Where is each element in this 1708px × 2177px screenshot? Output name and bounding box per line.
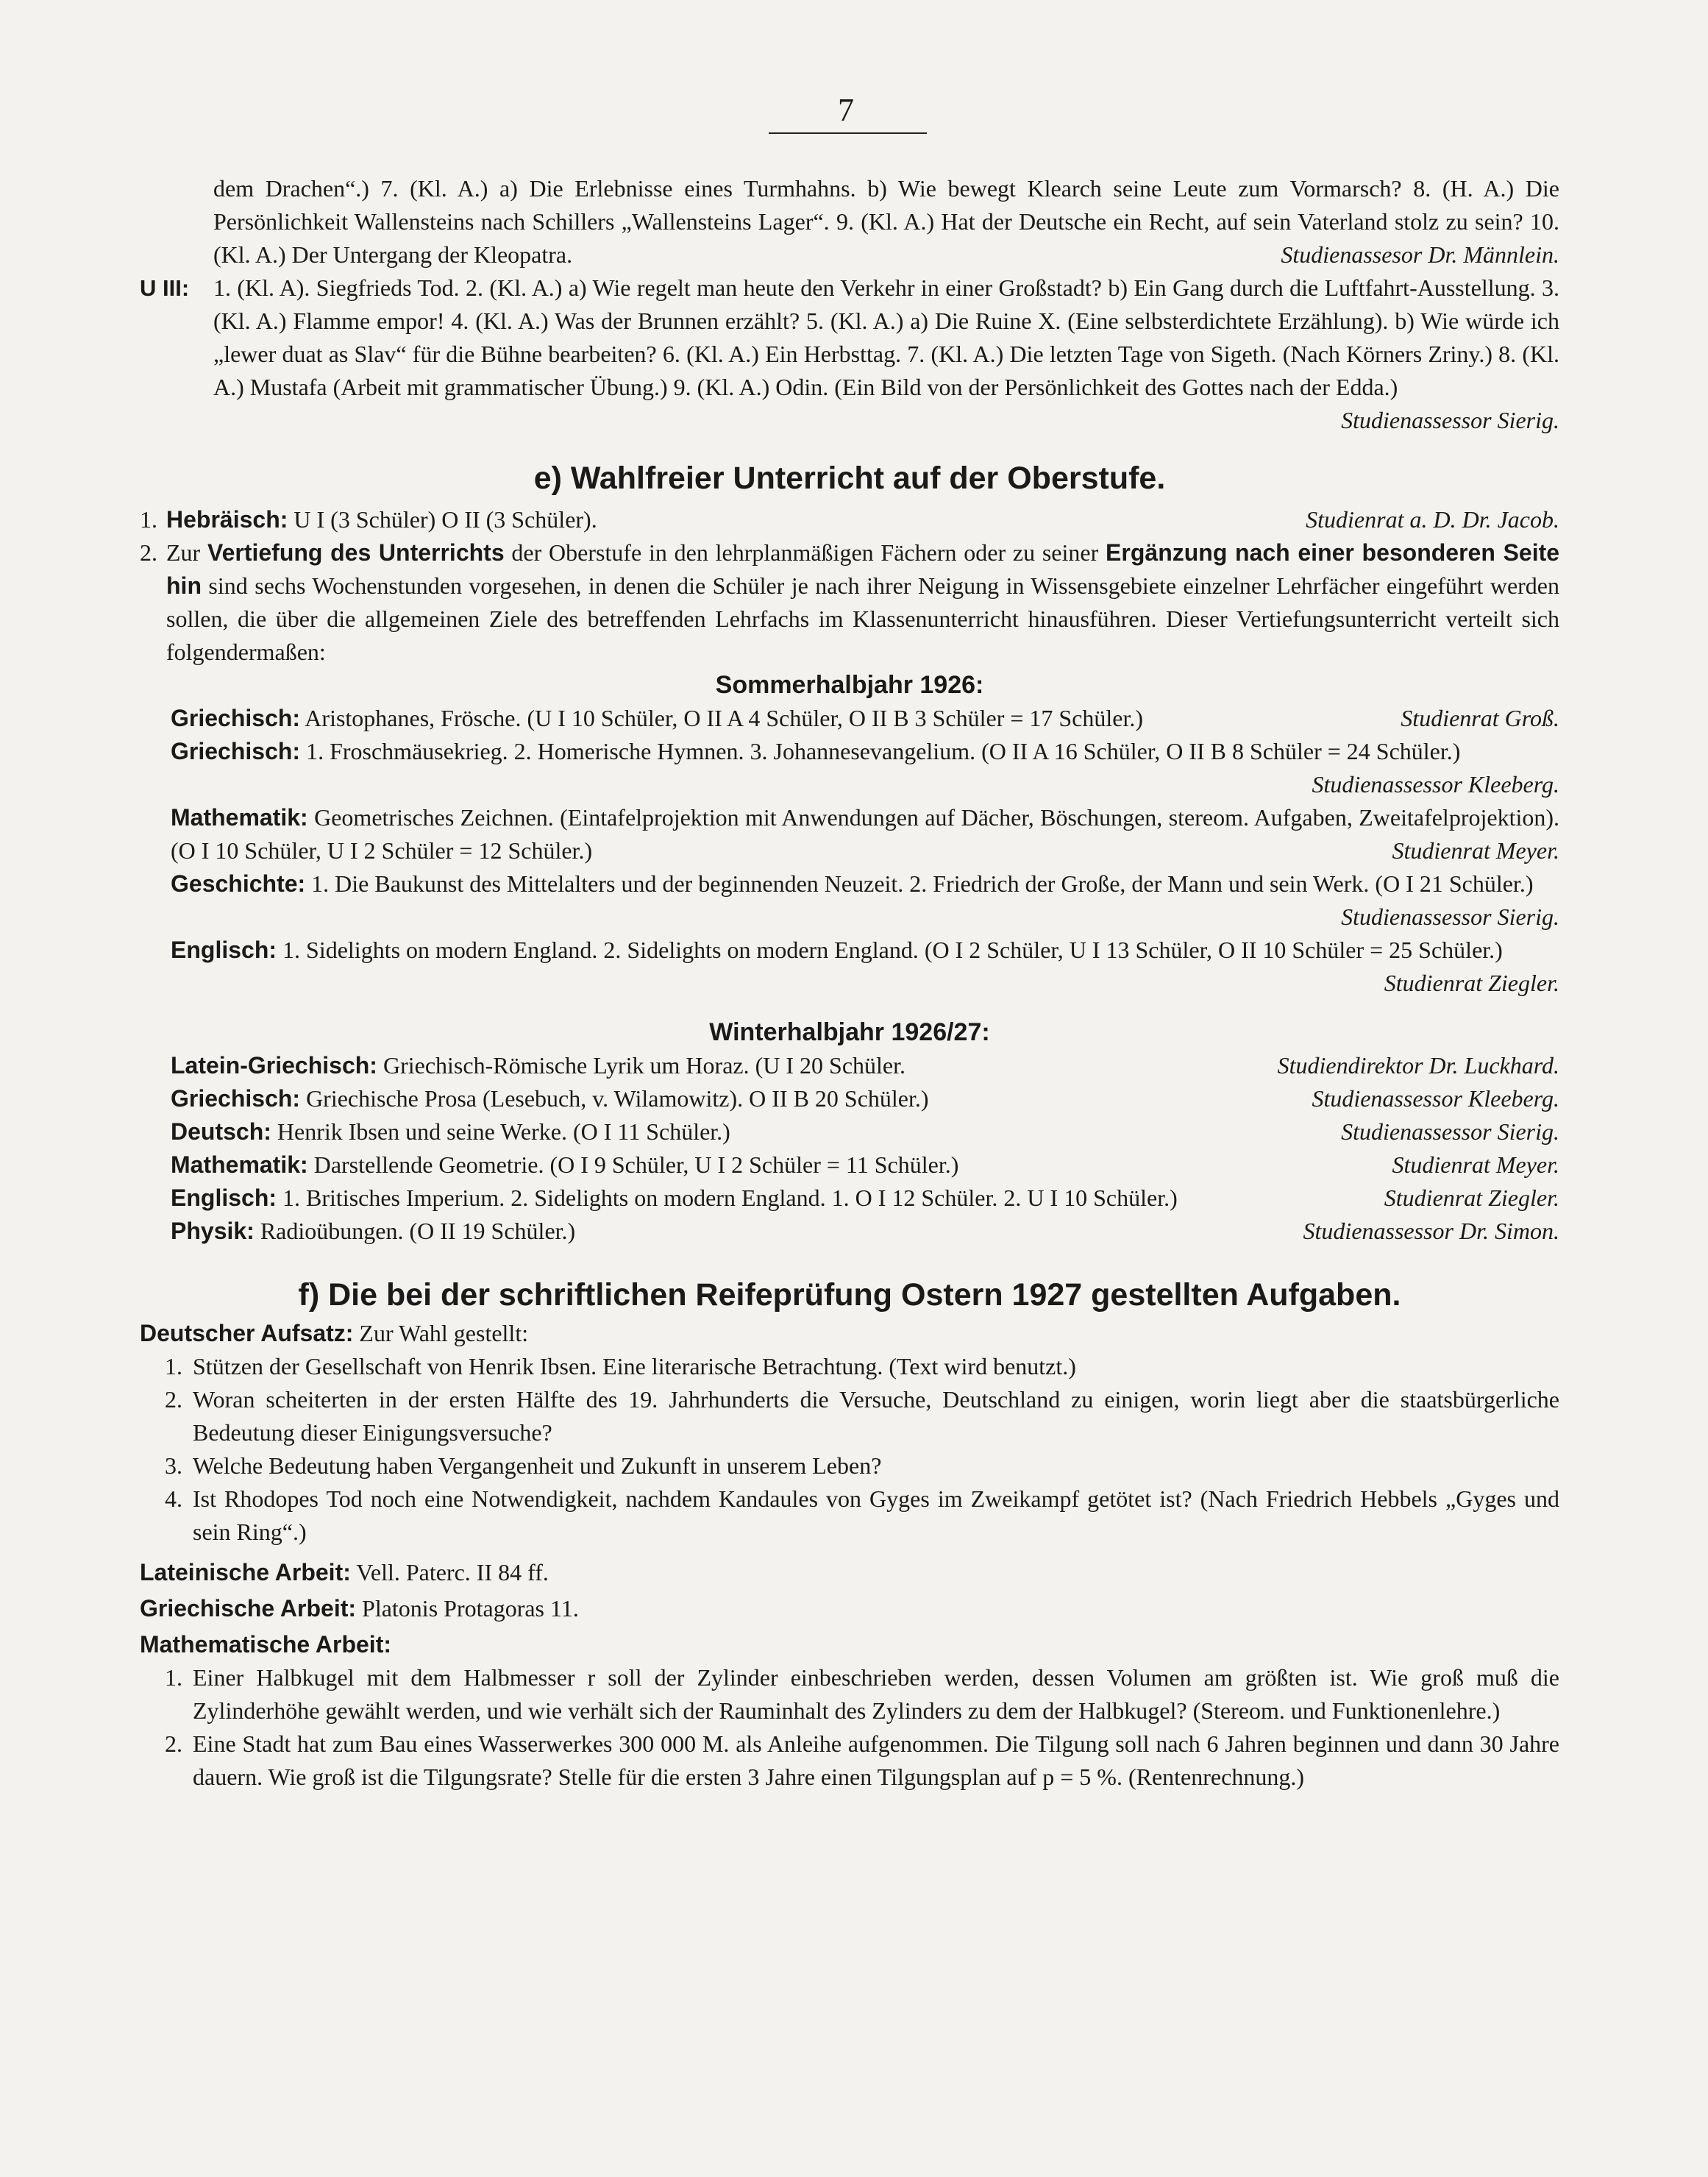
course-signature: Studienrat Meyer.: [1392, 1151, 1559, 1178]
course-entry: [140, 1148, 1559, 1182]
item-text: Welche Bedeutung haben Vergangenheit und Zukunft in unserem Leben?: [193, 1452, 882, 1479]
item-number: 3.: [165, 1452, 182, 1479]
deutsch-text: Zur Wahl gestellt:: [359, 1320, 529, 1346]
course-text: 1. Sidelights on modern England. 2. Sidelights on modern England. (O I 2 Schüler, U I 13 Schüler, O II 10 Schüler = 25 Schüler.): [282, 937, 1503, 963]
course-entry: [140, 867, 1559, 934]
course-label: Griechisch:: [171, 705, 301, 731]
course-entry: [140, 1182, 1559, 1215]
course-text: Griechisch-Römische Lyrik um Horaz. (U I 20 Schüler.: [382, 1052, 905, 1079]
item-text: Woran scheiterten in der ersten Hälfte des 19. Jahrhunderts die Versuche, Deutschland zu einigen, worin liegt aber die staatsbürgerliche Bedeutung dieser Einigungsversuche?: [193, 1386, 1559, 1446]
course-entry: [140, 801, 1559, 867]
griech-label: Griechische Arbeit:: [140, 1595, 357, 1622]
page-number: 7: [838, 92, 854, 128]
course-label: Englisch:: [171, 1185, 277, 1211]
course-label: Griechisch:: [171, 738, 301, 764]
course-text: 1. Froschmäusekrieg. 2. Homerische Hymnen. 3. Johannesevangelium. (O II A 16 Schüler, O II B 8 Schüler = 24 Schüler.): [306, 738, 1461, 764]
uiii-paragraph: [140, 271, 1559, 404]
item-number: 2.: [165, 1386, 182, 1413]
item-text: Ist Rhodopes Tod noch eine Notwendigkeit, nachdem Kandaules von Gyges im Zweikampf getötet ist? (Nach Friedrich Hebbels „Gyges und sein Ring“.): [193, 1485, 1559, 1545]
numbered-item: [140, 1449, 1559, 1482]
summer-heading: Sommerhalbjahr 1926:: [715, 671, 984, 699]
numbered-item: [140, 1661, 1559, 1727]
section-f-title: f) Die bei der schriftlichen Reifeprüfung Ostern 1927 gestellten Aufgaben.: [298, 1277, 1401, 1313]
deutsch-label: Deutscher Aufsatz:: [140, 1320, 354, 1346]
uii-text: dem Drachen“.) 7. (Kl. A.) a) Die Erlebnisse eines Turmhahns. b) Wie bewegt Klearch seine Leute zum Vormarsch? 8. (H. A.) Die Persönlichkeit Wallensteins nach Schillers „Wallensteins Lager“. 9. (Kl. A.) Hat der Deutsche ein Recht, auf sein Vaterland stolz zu sein? 10. (Kl. A.) Der Untergang der Kleopatra.: [213, 175, 1559, 268]
item-text: Eine Stadt hat zum Bau eines Wasserwerkes 300 000 M. als Anleihe aufgenommen. Die Tilgung soll nach 6 Jahren beginnen und dann 30 Jahre dauern. Wie groß ist die Tilgungsrate? Stelle für die ersten 3 Jahre einen Tilgungsplan auf p = 5 %. (Rentenrechnung.): [193, 1730, 1559, 1790]
course-text: Geometrisches Zeichnen. (Eintafelprojektion mit Anwendungen auf Dächer, Böschungen, stereom. Aufgaben, Zweitafelprojektion). (O I 10 Schüler, U I 2 Schüler = 12 Schüler.): [171, 804, 1560, 864]
numbered-item: [140, 1350, 1559, 1383]
course-signature: Studienassessor Kleeberg.: [1312, 1085, 1559, 1112]
course-entry: [140, 934, 1559, 1000]
griech-line: [140, 1592, 1559, 1625]
winter-list: [140, 1049, 1559, 1248]
course-text: Radioübungen. (O II 19 Schüler.): [260, 1218, 576, 1244]
course-text: Griechische Prosa (Lesebuch, v. Wilamowitz). O II B 20 Schüler.): [306, 1085, 929, 1112]
course-signature: Studienassessor Dr. Simon.: [1303, 1218, 1559, 1244]
math-label: Mathematische Arbeit:: [140, 1631, 391, 1658]
course-signature: Studienassessor Sierig.: [1341, 903, 1559, 930]
item2-text-3: sind sechs Wochenstunden vorgesehen, in denen die Schüler je nach ihrer Neigung in Wissensgebiete einzelner Lehrfächer eingeführt werden sollen, die über die allgemeinen Ziele des betreffenden Lehrfachs im Klassenunterricht hinausführen. Dieser Vertiefungsunterricht verteilt sich folgendermaßen:: [166, 572, 1560, 665]
course-label: Griechisch:: [171, 1085, 301, 1112]
course-text: 1. Britisches Imperium. 2. Sidelights on modern England. 1. O I 12 Schüler. 2. U I 10 Schüler.): [282, 1185, 1178, 1211]
item1-label: Hebräisch:: [166, 506, 288, 533]
item-number: 2.: [165, 1730, 182, 1757]
winter-heading: Winterhalbjahr 1926/27:: [709, 1018, 990, 1046]
course-label: Mathematik:: [171, 1151, 308, 1178]
course-signature: Studienrat Meyer.: [1392, 837, 1559, 864]
course-entry: [140, 735, 1559, 801]
vertiefung-item: [140, 536, 1559, 669]
course-text: Henrik Ibsen und seine Werke. (O I 11 Schüler.): [277, 1118, 730, 1145]
item1-signature: Studienrat a. D. Dr. Jacob.: [1306, 506, 1559, 533]
item-number: 1.: [165, 1353, 182, 1379]
item-text: Stützen der Gesellschaft von Henrik Ibsen. Eine literarische Betrachtung. (Text wird benutzt.): [193, 1353, 1076, 1379]
course-entry: [140, 702, 1559, 735]
course-signature: Studienrat Ziegler.: [1384, 970, 1559, 996]
hebraeisch-item: [140, 503, 1559, 536]
numbered-item: [140, 1482, 1559, 1549]
course-signature: Studienassessor Sierig.: [1341, 1118, 1559, 1145]
griech-text: Platonis Protagoras 11.: [362, 1595, 579, 1622]
course-label: Physik:: [171, 1218, 255, 1244]
course-entry: [140, 1115, 1559, 1148]
course-label: Mathematik:: [171, 804, 308, 831]
page-number-rule: [769, 132, 927, 134]
uiii-text: 1. (Kl. A). Siegfrieds Tod. 2. (Kl. A.) a) Wie regelt man heute den Verkehr in einer Großstadt? b) Ein Gang durch die Luftfahrt-Ausstellung. 3. (Kl. A.) Flamme empor! 4. (Kl. A.) Was der Brunnen erzählt? 5. (Kl. A.) a) Die Ruine X. (Eine selbsterdichtete Erzählung). b) Wie würde ich „lewer duat as Slav“ für die Bühne bearbeiten? 6. (Kl. A.) Ein Herbsttag. 7. (Kl. A.) Die letzten Tage von Sigeth. (Nach Körners Zriny.) 8. (Kl. A.) Mustafa (Arbeit mit grammatischer Übung.) 9. (Kl. A.) Odin. (Ein Bild von der Persönlichkeit des Gottes nach der Edda.): [213, 274, 1559, 400]
item2-bold-1: Vertiefung des Unterrichts: [207, 539, 505, 566]
course-signature: Studienrat Ziegler.: [1384, 1185, 1559, 1211]
item1-text: U I (3 Schüler) O II (3 Schüler).: [293, 506, 597, 533]
item-number: 4.: [165, 1485, 182, 1512]
uiii-signature: Studienassessor Sierig.: [1341, 407, 1559, 433]
summer-list: [140, 702, 1559, 1000]
course-entry: [140, 1082, 1559, 1115]
latein-label: Lateinische Arbeit:: [140, 1559, 351, 1585]
section-e-title: e) Wahlfreier Unterricht auf der Oberstufe.: [533, 461, 1166, 496]
course-label: Latein-Griechisch:: [171, 1052, 377, 1079]
course-signature: Studienrat Groß.: [1401, 705, 1559, 731]
course-signature: Studienassessor Kleeberg.: [1312, 771, 1559, 798]
page-content: [140, 172, 1559, 1794]
item2-text-1: Zur: [166, 539, 201, 566]
item-number: 1.: [165, 1664, 182, 1691]
uii-signature: Studienassesor Dr. Männlein.: [1281, 241, 1559, 268]
item1-number: 1.: [140, 506, 157, 533]
deutsch-list: [140, 1350, 1559, 1549]
item-text: Einer Halbkugel mit dem Halbmesser r soll der Zylinder einbeschrieben werden, dessen Volumen am größten ist. Wie groß muß die Zylinderhöhe gewählt werden, und wie verhält sich der Rauminhalt des Zylinders zu dem der Halbkugel? (Stereom. und Funktionenlehre.): [193, 1664, 1559, 1724]
math-list: [140, 1661, 1559, 1794]
course-text: Aristophanes, Frösche. (U I 10 Schüler, O II A 4 Schüler, O II B 3 Schüler = 17 Schüler.): [305, 705, 1144, 731]
latein-text: Vell. Paterc. II 84 ff.: [356, 1559, 549, 1585]
numbered-item: [140, 1383, 1559, 1449]
deutsch-line: [140, 1317, 1559, 1350]
item2-number: 2.: [140, 539, 157, 566]
uii-paragraph: [140, 172, 1559, 271]
course-entry: [140, 1049, 1559, 1082]
course-entry: [140, 1215, 1559, 1248]
course-text: Darstellende Geometrie. (O I 9 Schüler, U I 2 Schüler = 11 Schüler.): [313, 1151, 959, 1178]
item2-text-2: der Oberstufe in den lehrplanmäßigen Fächern oder zu seiner: [511, 539, 1099, 566]
course-signature: Studiendirektor Dr. Luckhard.: [1277, 1052, 1559, 1079]
course-label: Englisch:: [171, 937, 277, 963]
numbered-item: [140, 1727, 1559, 1794]
item2-bold-2: Ergänzung nach einer besonderen Seite hin: [166, 539, 1560, 599]
course-label: Geschichte:: [171, 870, 306, 897]
course-label: Deutsch:: [171, 1118, 271, 1145]
math-line: [140, 1628, 1559, 1661]
latein-line: [140, 1556, 1559, 1589]
course-text: 1. Die Baukunst des Mittelalters und der beginnenden Neuzeit. 2. Friedrich der Große, der Mann und sein Werk. (O I 21 Schüler.): [311, 870, 1534, 897]
uiii-label: U III:: [140, 275, 190, 301]
